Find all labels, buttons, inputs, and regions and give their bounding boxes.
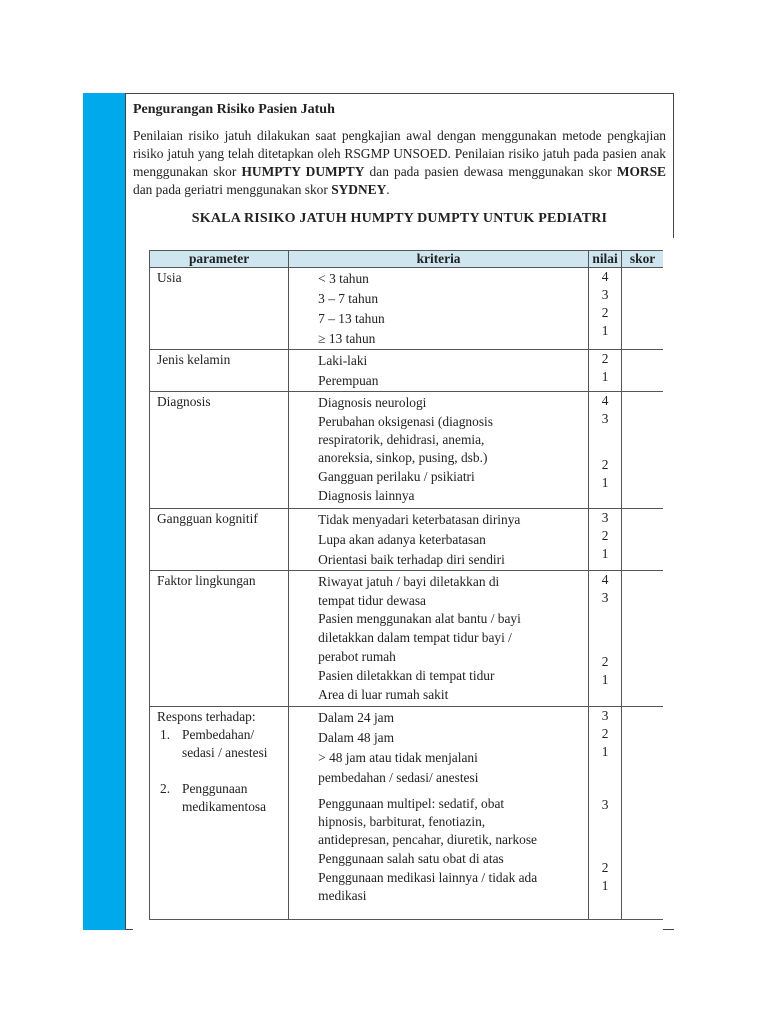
- list-item: 1. Pembedahan/: [160, 727, 255, 742]
- kriteria-cell: Diagnosis neurologi Perubahan oksigenasi (diagnosis respiratorik, dehidrasi, anemia, anoreksia, sinkop, pusing, dsb.) Gangguan perilaku / psikiatri Diagnosis lainnya: [289, 392, 589, 509]
- score-sydney: SYDNEY: [331, 182, 387, 197]
- parameter-cell: Respons terhadap: 1. Pembedahan/ sedasi / anestesi 2. Penggunaan medikamentosa: [150, 707, 289, 920]
- frame-border-top: [125, 93, 674, 94]
- frame-border-right: [673, 93, 674, 238]
- kriteria-cell: < 3 tahun 3 – 7 tahun 7 – 13 tahun ≥ 13 tahun: [289, 268, 589, 350]
- kriteria-cell: Laki-laki Perempuan: [289, 350, 589, 392]
- table-header-row: [150, 251, 664, 268]
- parameter-cell: Usia: [150, 268, 289, 350]
- nilai-cell: 4 3 2 1: [588, 571, 621, 707]
- kriteria-cell: Dalam 24 jam Dalam 48 jam > 48 jam atau tidak menjalani pembedahan / sedasi/ anestesi Penggunaan multipel: sedatif, obat hipnosis, barbiturat, fenotiazin, antidepresan, pencahar, diuretik, narkose Penggunaan salah satu obat di atas Penggunaan medikasi lainnya / tidak ada medikasi: [289, 707, 589, 920]
- skor-cell: [622, 268, 663, 350]
- nilai-cell: 3 2 1: [588, 509, 621, 571]
- skor-cell: [622, 350, 663, 392]
- table-row-respons: [150, 707, 664, 920]
- skor-cell: [622, 707, 663, 920]
- nilai-cell: 4 3 2 1: [588, 392, 621, 509]
- score-morse: MORSE: [616, 164, 666, 179]
- header-nilai: nilai: [588, 251, 621, 268]
- table-row-gangguan-kognitif: [150, 509, 664, 571]
- nilai-cell: 4 3 2 1: [588, 268, 621, 350]
- header-parameter: parameter: [150, 251, 289, 268]
- parameter-cell: Gangguan kognitif: [150, 509, 289, 571]
- nilai-cell: 2 1: [588, 350, 621, 392]
- blue-sidebar-bar: [83, 93, 125, 930]
- header-skor: skor: [622, 251, 663, 268]
- skor-cell: [622, 571, 663, 707]
- parameter-cell: Diagnosis: [150, 392, 289, 509]
- skor-cell: [622, 392, 663, 509]
- nilai-cell: 3 2 1 3 2 1: [588, 707, 621, 920]
- header-kriteria: kriteria: [289, 251, 589, 268]
- list-item: sedasi / anestesi: [182, 745, 268, 760]
- kriteria-cell: Tidak menyadari keterbatasan dirinya Lupa akan adanya keterbatasan Orientasi baik terhadap diri sendiri: [289, 509, 589, 571]
- parameter-cell: Faktor lingkungan: [150, 571, 289, 707]
- respons-list: [157, 726, 288, 816]
- humpty-dumpty-table: [149, 250, 663, 920]
- table-row-usia: [150, 268, 664, 350]
- kriteria-cell: Riwayat jatuh / bayi diletakkan di tempat tidur dewasa Pasien menggunakan alat bantu / bayi diletakkan dalam tempat tidur bayi / perabot rumah Pasien diletakkan di tempat tidur Area di luar rumah sakit: [289, 571, 589, 707]
- section-heading: Pengurangan Risiko Pasien Jatuh: [133, 102, 335, 117]
- document-page: [83, 93, 674, 930]
- skor-cell: [622, 509, 663, 571]
- table-row-faktor-lingkungan: [150, 571, 664, 707]
- intro-paragraph: Penilaian risiko jatuh dilakukan saat pengkajian awal dengan menggunakan metode pengkajian risiko jatuh yang telah ditetapkan oleh RSGMP UNSOED. Penilaian risiko jatuh pada pasien anak menggunakan skor HUMPTY DUMPTY dan pada pasien dewasa menggunakan skor MORSE dan pada geriatri menggunakan skor SYDNEY.: [133, 128, 666, 197]
- score-humpty-dumpty: HUMPTY DUMPTY: [241, 164, 365, 179]
- frame-corner-mark: [663, 929, 674, 930]
- frame-corner-mark: [125, 929, 133, 930]
- parameter-cell: Jenis kelamin: [150, 350, 289, 392]
- list-item: 2. Penggunaan: [160, 781, 248, 796]
- table-row-jenis-kelamin: [150, 350, 664, 392]
- list-item: medikamentosa: [182, 799, 267, 814]
- table-row-diagnosis: [150, 392, 664, 509]
- frame-border-left: [125, 93, 126, 930]
- section-content: [133, 102, 666, 227]
- table-title: SKALA RISIKO JATUH HUMPTY DUMPTY UNTUK PEDIATRI: [191, 211, 608, 226]
